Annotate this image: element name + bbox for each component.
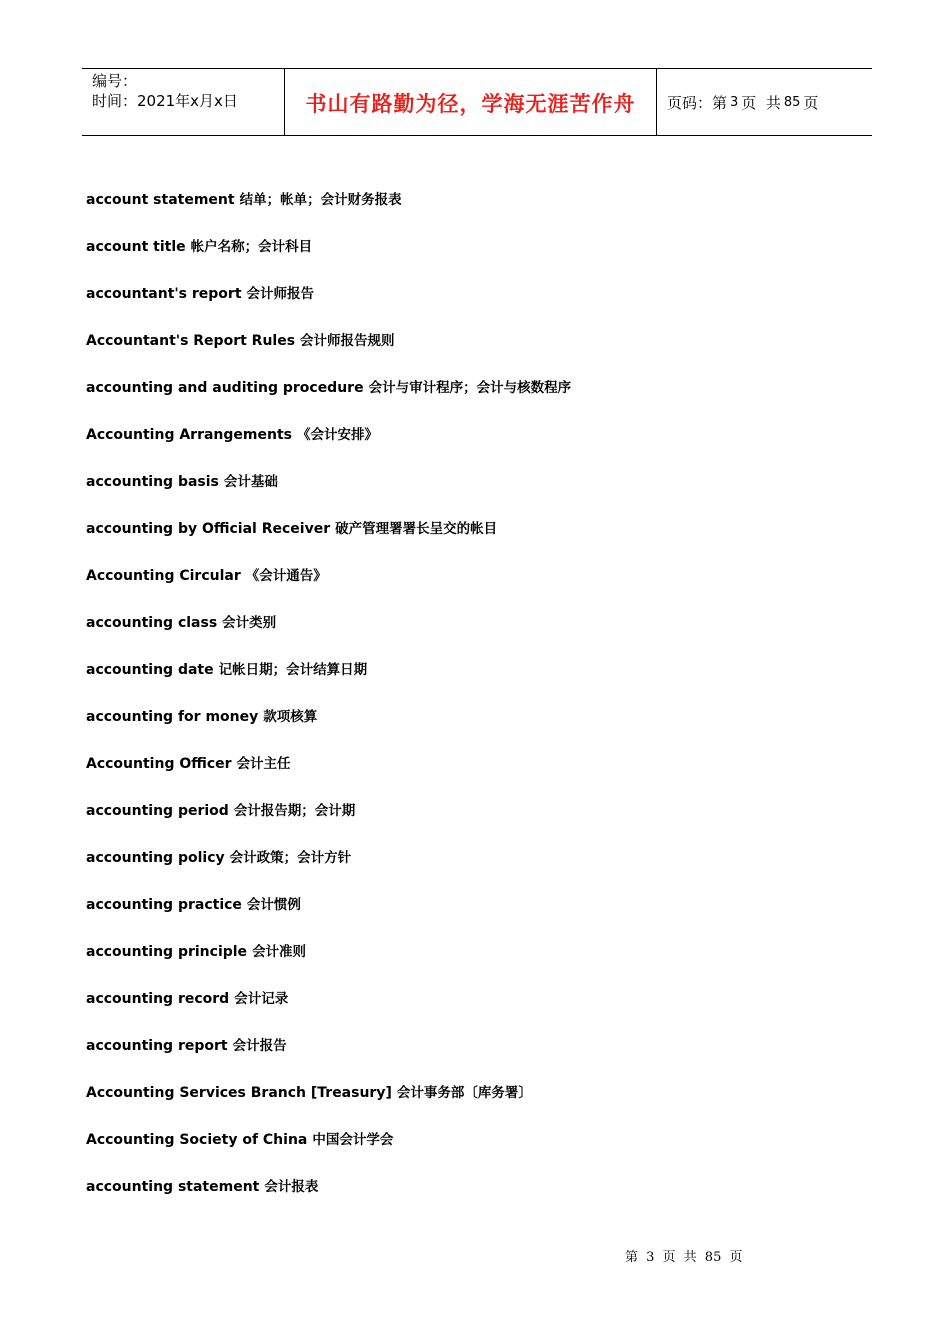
entry-term: Accountant's Report Rules — [86, 333, 296, 349]
glossary-entry — [86, 186, 866, 233]
entry-gloss: 会计师报告 — [246, 286, 315, 302]
entry-term: Accounting Arrangements — [86, 427, 292, 443]
glossary-entry — [86, 891, 866, 938]
page-footer: 第 3 页 共 85 页 — [625, 1250, 743, 1265]
entry-gloss: 结单；帐单；会计财务报表 — [239, 192, 402, 208]
entry-term: accounting and auditing procedure — [86, 380, 364, 396]
glossary-entry — [86, 750, 866, 797]
entry-term: accountant's report — [86, 286, 242, 302]
glossary-entry — [86, 327, 866, 374]
page-header — [82, 68, 872, 136]
entry-gloss: 破产管理署署长呈交的帐目 — [335, 521, 498, 537]
entry-term: accounting date — [86, 662, 214, 678]
entry-gloss: 会计类别 — [222, 615, 277, 631]
entry-term: account statement — [86, 192, 235, 208]
serial-label: 编号： — [92, 72, 138, 90]
entry-term: accounting policy — [86, 850, 225, 866]
glossary-entry — [86, 468, 866, 515]
glossary-entry — [86, 656, 866, 703]
entry-gloss: 《会计安排》 — [297, 427, 378, 443]
entry-gloss: 款项核算 — [263, 709, 318, 725]
glossary-entry — [86, 1173, 866, 1220]
entry-gloss: 会计报告 — [232, 1038, 287, 1054]
glossary-entry — [86, 280, 866, 327]
header-page-counter — [657, 69, 872, 135]
entry-term: accounting for money — [86, 709, 259, 725]
entry-term: accounting record — [86, 991, 230, 1007]
entry-gloss: 会计事务部〔库务署〕 — [396, 1085, 532, 1101]
entry-term: accounting practice — [86, 897, 242, 913]
entry-term: account title — [86, 239, 186, 255]
entry-gloss: 会计政策；会计方针 — [229, 850, 352, 866]
entry-gloss: 会计与审计程序；会计与核数程序 — [368, 380, 572, 396]
entry-gloss: 记帐日期；会计结算日期 — [218, 662, 368, 678]
entry-gloss: 会计报告期；会计期 — [233, 803, 356, 819]
entry-term: accounting report — [86, 1038, 228, 1054]
glossary-list — [86, 186, 866, 1220]
entry-gloss: 会计惯例 — [246, 897, 301, 913]
entry-term: Accounting Circular — [86, 568, 241, 584]
entry-term: accounting basis — [86, 474, 219, 490]
entry-gloss: 会计记录 — [234, 991, 289, 1007]
entry-term: accounting period — [86, 803, 229, 819]
glossary-entry — [86, 1126, 866, 1173]
glossary-entry — [86, 703, 866, 750]
page-total: 85 — [783, 94, 801, 110]
entry-term: Accounting Society of China — [86, 1132, 308, 1148]
glossary-entry — [86, 1079, 866, 1126]
entry-gloss: 会计基础 — [223, 474, 278, 490]
entry-term: Accounting Officer — [86, 756, 232, 772]
header-motto: 书山有路勤为径，学海无涯苦作舟 — [284, 69, 657, 135]
entry-gloss: 帐户名称；会计科目 — [190, 239, 313, 255]
entry-term: accounting by Official Receiver — [86, 521, 331, 537]
page-current: 3 — [730, 94, 739, 110]
glossary-entry — [86, 844, 866, 891]
glossary-entry — [86, 938, 866, 985]
entry-gloss: 中国会计学会 — [312, 1132, 394, 1148]
glossary-entry — [86, 421, 866, 468]
glossary-entry — [86, 1032, 866, 1079]
glossary-entry — [86, 609, 866, 656]
entry-gloss: 会计师报告规则 — [300, 333, 395, 349]
entry-gloss: 会计准则 — [252, 944, 307, 960]
glossary-entry — [86, 797, 866, 844]
glossary-entry — [86, 985, 866, 1032]
entry-term: accounting class — [86, 615, 218, 631]
page-label-mid: 页 共 — [741, 93, 781, 112]
entry-gloss: 会计报表 — [264, 1179, 319, 1195]
entry-term: accounting statement — [86, 1179, 260, 1195]
header-meta — [82, 69, 284, 135]
entry-term: accounting principle — [86, 944, 248, 960]
glossary-entry — [86, 374, 866, 421]
glossary-entry — [86, 562, 866, 609]
page-label-suffix: 页 — [803, 93, 819, 112]
entry-gloss: 会计主任 — [236, 756, 291, 772]
date-label: 时间：2021年x月x日 — [92, 92, 238, 110]
entry-term: Accounting Services Branch [Treasury] — [86, 1085, 392, 1101]
glossary-entry — [86, 233, 866, 280]
glossary-entry — [86, 515, 866, 562]
entry-gloss: 《会计通告》 — [245, 568, 327, 584]
page-label-prefix: 页码：第 — [667, 93, 728, 112]
